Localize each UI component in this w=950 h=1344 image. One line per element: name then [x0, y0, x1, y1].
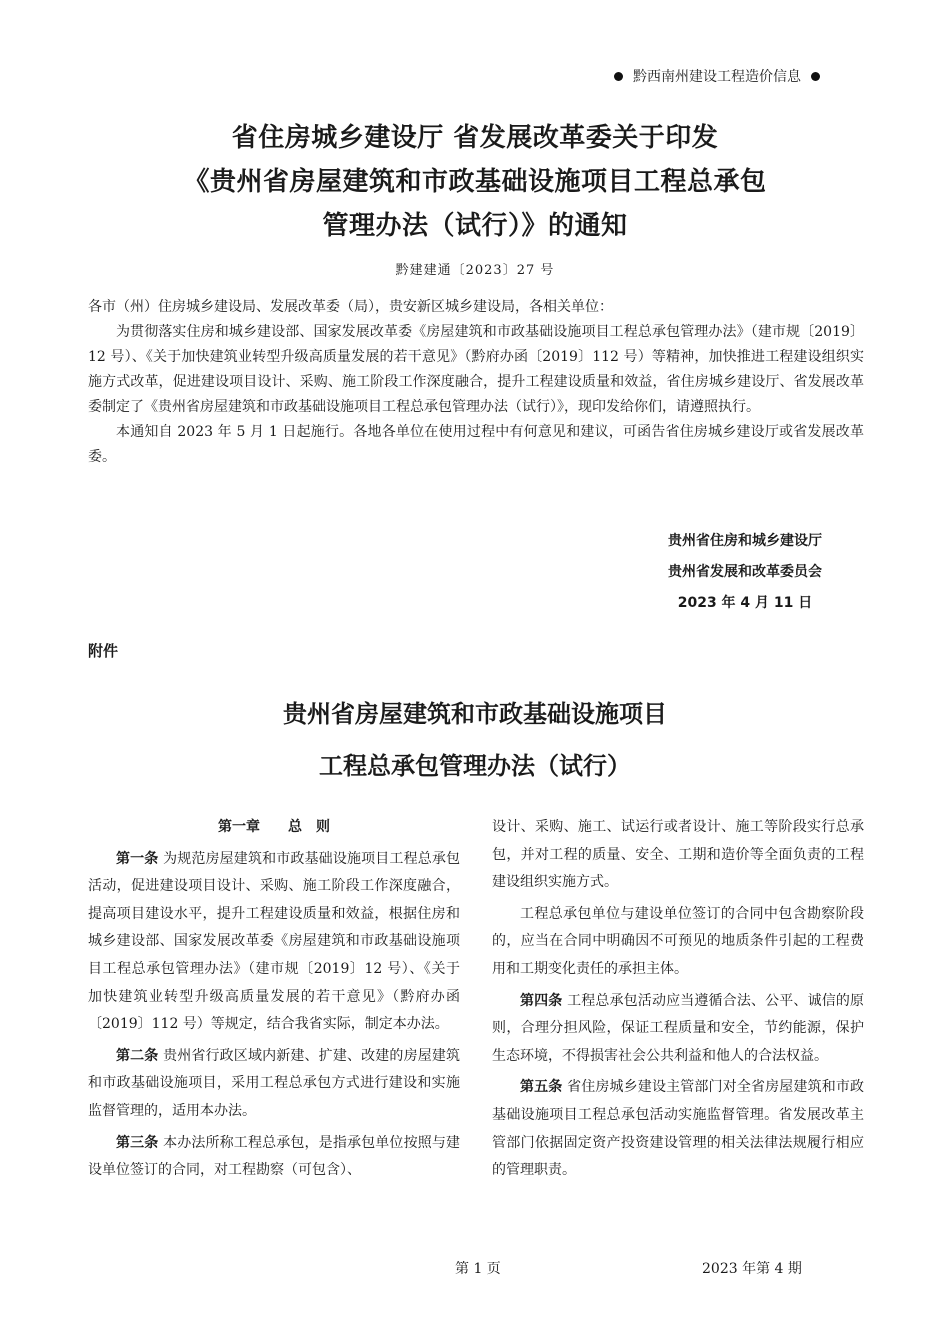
annex-label: 附件 — [88, 642, 119, 660]
right-column — [492, 814, 864, 1189]
annex-title — [60, 688, 890, 792]
chapter-name: 总 则 — [288, 819, 330, 835]
notice-paragraph-2: 本通知自 2023 年 5 月 1 日起施行。各地各单位在使用过程中有何意见和建议，可函告省住房城乡建设厅或省发展改革委。 — [88, 424, 864, 465]
signature-block — [640, 526, 850, 619]
annex-title-line-1: 贵州省房屋建筑和市政基础设施项目 — [283, 699, 667, 728]
chapter-heading — [88, 814, 460, 842]
annex-title-line-2: 工程总承包管理办法（试行） — [319, 751, 631, 780]
article-text: 工程总承包活动应当遵循合法、公平、诚信的原则，合理分担风险，保证工程质量和安全，节约能源，保护生态环境，不得损害社会公共利益和他人的合法权益。 — [492, 992, 865, 1064]
title-line-2: 《贵州省房屋建筑和市政基础设施项目工程总承包 — [183, 167, 767, 197]
article-label: 第三条 — [116, 1134, 159, 1151]
bullet-icon — [811, 72, 820, 81]
header-text: 黔西南州建设工程造价信息 — [633, 69, 801, 85]
issue-number: 2023 年第 4 期 — [702, 1261, 802, 1277]
salutation: 各市（州）住房城乡建设局、发展改革委（局），贵安新区城乡建设局，各相关单位： — [88, 299, 613, 315]
notice-body — [88, 295, 864, 470]
title-line-1: 省住房城乡建设厅 省发展改革委关于印发 — [231, 123, 719, 153]
signing-org-1: 贵州省住房和城乡建设厅 — [668, 533, 822, 549]
article-label: 第四条 — [520, 992, 563, 1009]
page-number: 第 1 页 — [455, 1261, 501, 1277]
document-number: 黔建建通〔2023〕27 号 — [395, 263, 555, 278]
article-5 — [492, 1074, 864, 1184]
article-label: 第一条 — [116, 850, 159, 867]
left-column — [88, 814, 460, 1189]
bullet-icon — [614, 72, 623, 81]
chapter-number: 第一章 — [218, 819, 260, 835]
title-line-3: 管理办法（试行）》的通知 — [322, 211, 628, 241]
article-1 — [88, 846, 460, 1039]
article-3-continued: 设计、采购、施工、试运行或者设计、施工等阶段实行总承包，并对工程的质量、安全、工期和造价等全面负责的工程建设组织实施方式。 — [492, 819, 864, 891]
article-3 — [88, 1130, 460, 1185]
article-text: 为规范房屋建筑和市政基础设施项目工程总承包活动，促进建设项目设计、采购、施工阶段工作深度融合，提高项目建设水平，提升工程建设质量和效益，根据住房和城乡建设部、国家发展改革委《房屋建筑和市政基础设施项目工程总承包管理办法》（建市规〔2019〕12 号）、《关于加快建筑业转型升级高质量发展的若干意见》（黔府办函〔2019〕112 号）等规定，结合我省实际，制定本办法。 — [88, 850, 461, 1033]
signing-date: 2023 年 4 月 11 日 — [677, 595, 813, 611]
article-4 — [492, 988, 864, 1071]
article-text: 本办法所称工程总承包，是指承包单位按照与建设单位签订的合同，对工程勘察（可包含）、 — [88, 1134, 461, 1179]
article-text: 省住房城乡建设主管部门对全省房屋建筑和市政基础设施项目工程总承包活动实施监督管理。省发展改革主管部门依据固定资产投资建设管理的相关法律法规履行相应的管理职责。 — [492, 1079, 865, 1179]
signing-org-2: 贵州省发展和改革委员会 — [668, 564, 822, 580]
notice-paragraph-1: 为贯彻落实住房和城乡建设部、国家发展改革委《房屋建筑和市政基础设施项目工程总承包管理办法》（建市规〔2019〕12 号）、《关于加快建筑业转型升级高质量发展的若干意见》（黔府办函〔2019〕112 号）等精神，加快推进工程建设组织实施方式改革，促进建设项目设计、采购、施工阶段工作深度融合，提升工程建设质量和效益，省住房城乡建设厅、省发展改革委制定了《贵州省房屋建筑和市政基础设施项目工程总承包管理办法（试行）》，现印发给你们，请遵照执行。 — [88, 324, 864, 415]
running-header — [604, 66, 830, 86]
article-label: 第二条 — [116, 1047, 159, 1064]
article-text: 贵州省行政区域内新建、扩建、改建的房屋建筑和市政基础设施项目，采用工程总承包方式进行建设和实施监督管理的，适用本办法。 — [88, 1047, 461, 1119]
notice-title — [60, 116, 890, 248]
article-2 — [88, 1043, 460, 1126]
article-3-paragraph-2: 工程总承包单位与建设单位签订的合同中包含勘察阶段的，应当在合同中明确因不可预见的地质条件引起的工程费用和工期变化责任的承担主体。 — [492, 905, 864, 977]
article-label: 第五条 — [520, 1079, 563, 1096]
